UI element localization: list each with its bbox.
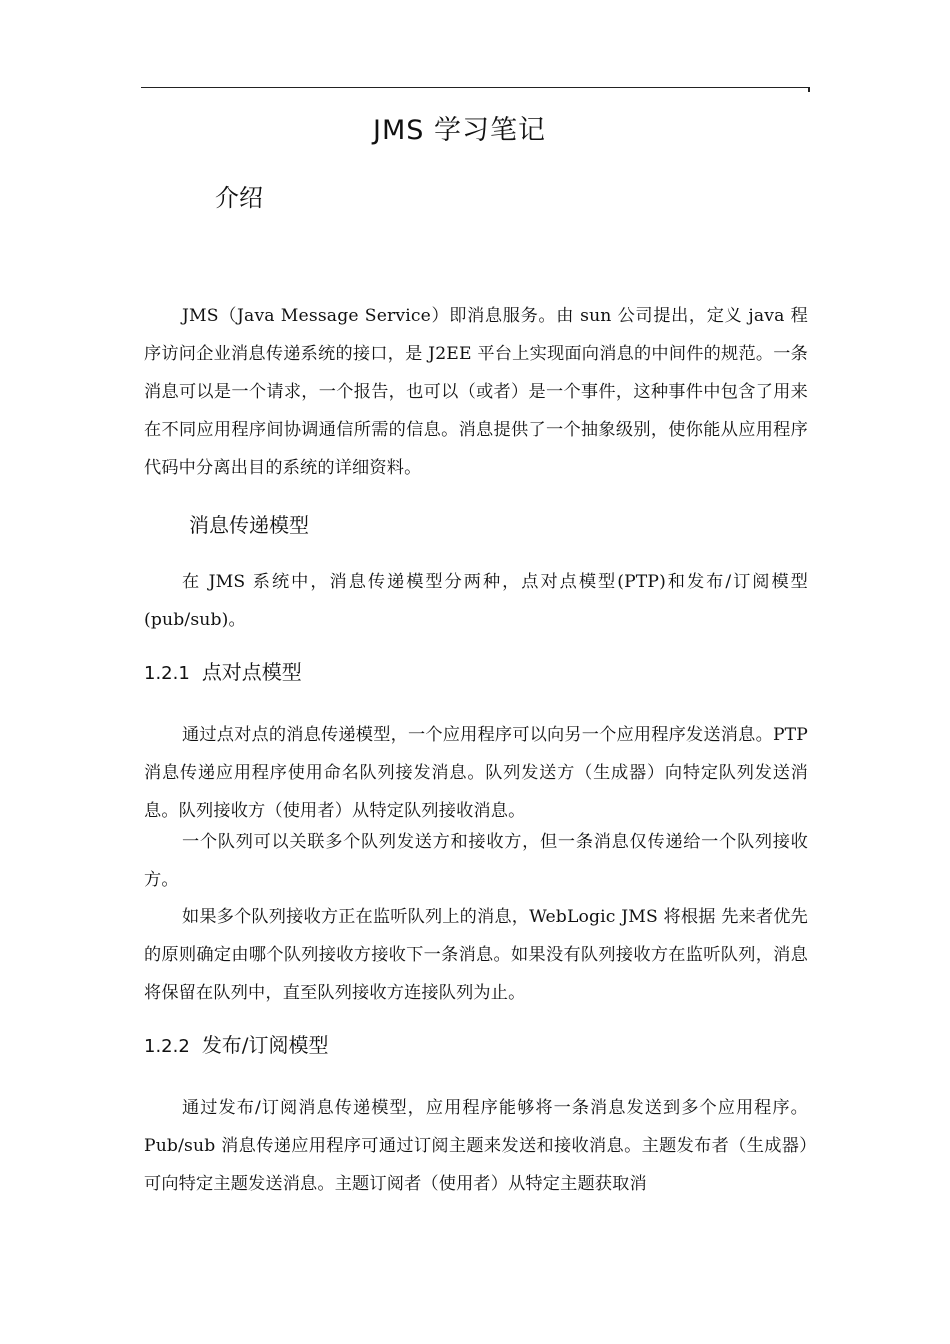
subsection-number: 1.2.2 [144,1036,190,1057]
pubsub-paragraph: 通过发布/订阅消息传递模型，应用程序能够将一条消息发送到多个应用程序。Pub/sub 消息传递应用程序可通过订阅主题来发送和接收消息。主题发布者（生成器）可向特定主题发送消息。主题订阅者（使用者）从特定主题获取消 [144,1098,808,1194]
subsection-number: 1.2.1 [144,663,190,684]
intro-paragraph: JMS（Java Message Service）即消息服务。由 sun 公司提出，定义 java 程序访问企业消息传递系统的接口，是 J2EE 平台上实现面向消息的中间件的规范。一条消息可以是一个请求，一个报告，也可以（或者）是一个事件，这种事件中包含了用来在不同应用程序间协调通信所需的信息。消息提供了一个抽象级别，使你能从应用程序代码中分离出目的系统的详细资料。 [144,306,808,478]
messaging-model-paragraph: 在 JMS 系统中，消息传递模型分两种，点对点模型(PTP)和发布/订阅模型(pub/sub)。 [144,572,808,630]
ptp-paragraph: 如果多个队列接收方正在监听队列上的消息，WebLogic JMS 将根据 先来者优先 的原则确定由哪个队列接收方接收下一条消息。如果没有队列接收方在监听队列，消息将保留在队列中，直至队列接收方连接队列为止。 [144,907,808,1003]
ptp-paragraph: 一个队列可以关联多个队列发送方和接收方，但一条消息仅传递给一个队列接收方。 [144,832,808,890]
document-title: JMS 学习笔记 [373,115,546,146]
subsection-title: 发布/订阅模型 [201,1033,329,1057]
subsection-title: 点对点模型 [201,660,302,684]
subsection-heading-pubsub [144,1029,329,1058]
header-rule-tick [808,87,810,92]
ptp-paragraph: 通过点对点的消息传递模型，一个应用程序可以向另一个应用程序发送消息。PTP 消息传递应用程序使用命名队列接发消息。队列发送方（生成器）向特定队列发送消息。队列接收方（使用者）从特定队列接收消息。 [144,725,808,821]
subsection-heading-ptp [144,656,302,685]
section-heading-messaging-model: 消息传递模型 [189,513,309,537]
section-heading-intro: 介绍 [215,184,263,212]
header-rule [141,87,809,88]
